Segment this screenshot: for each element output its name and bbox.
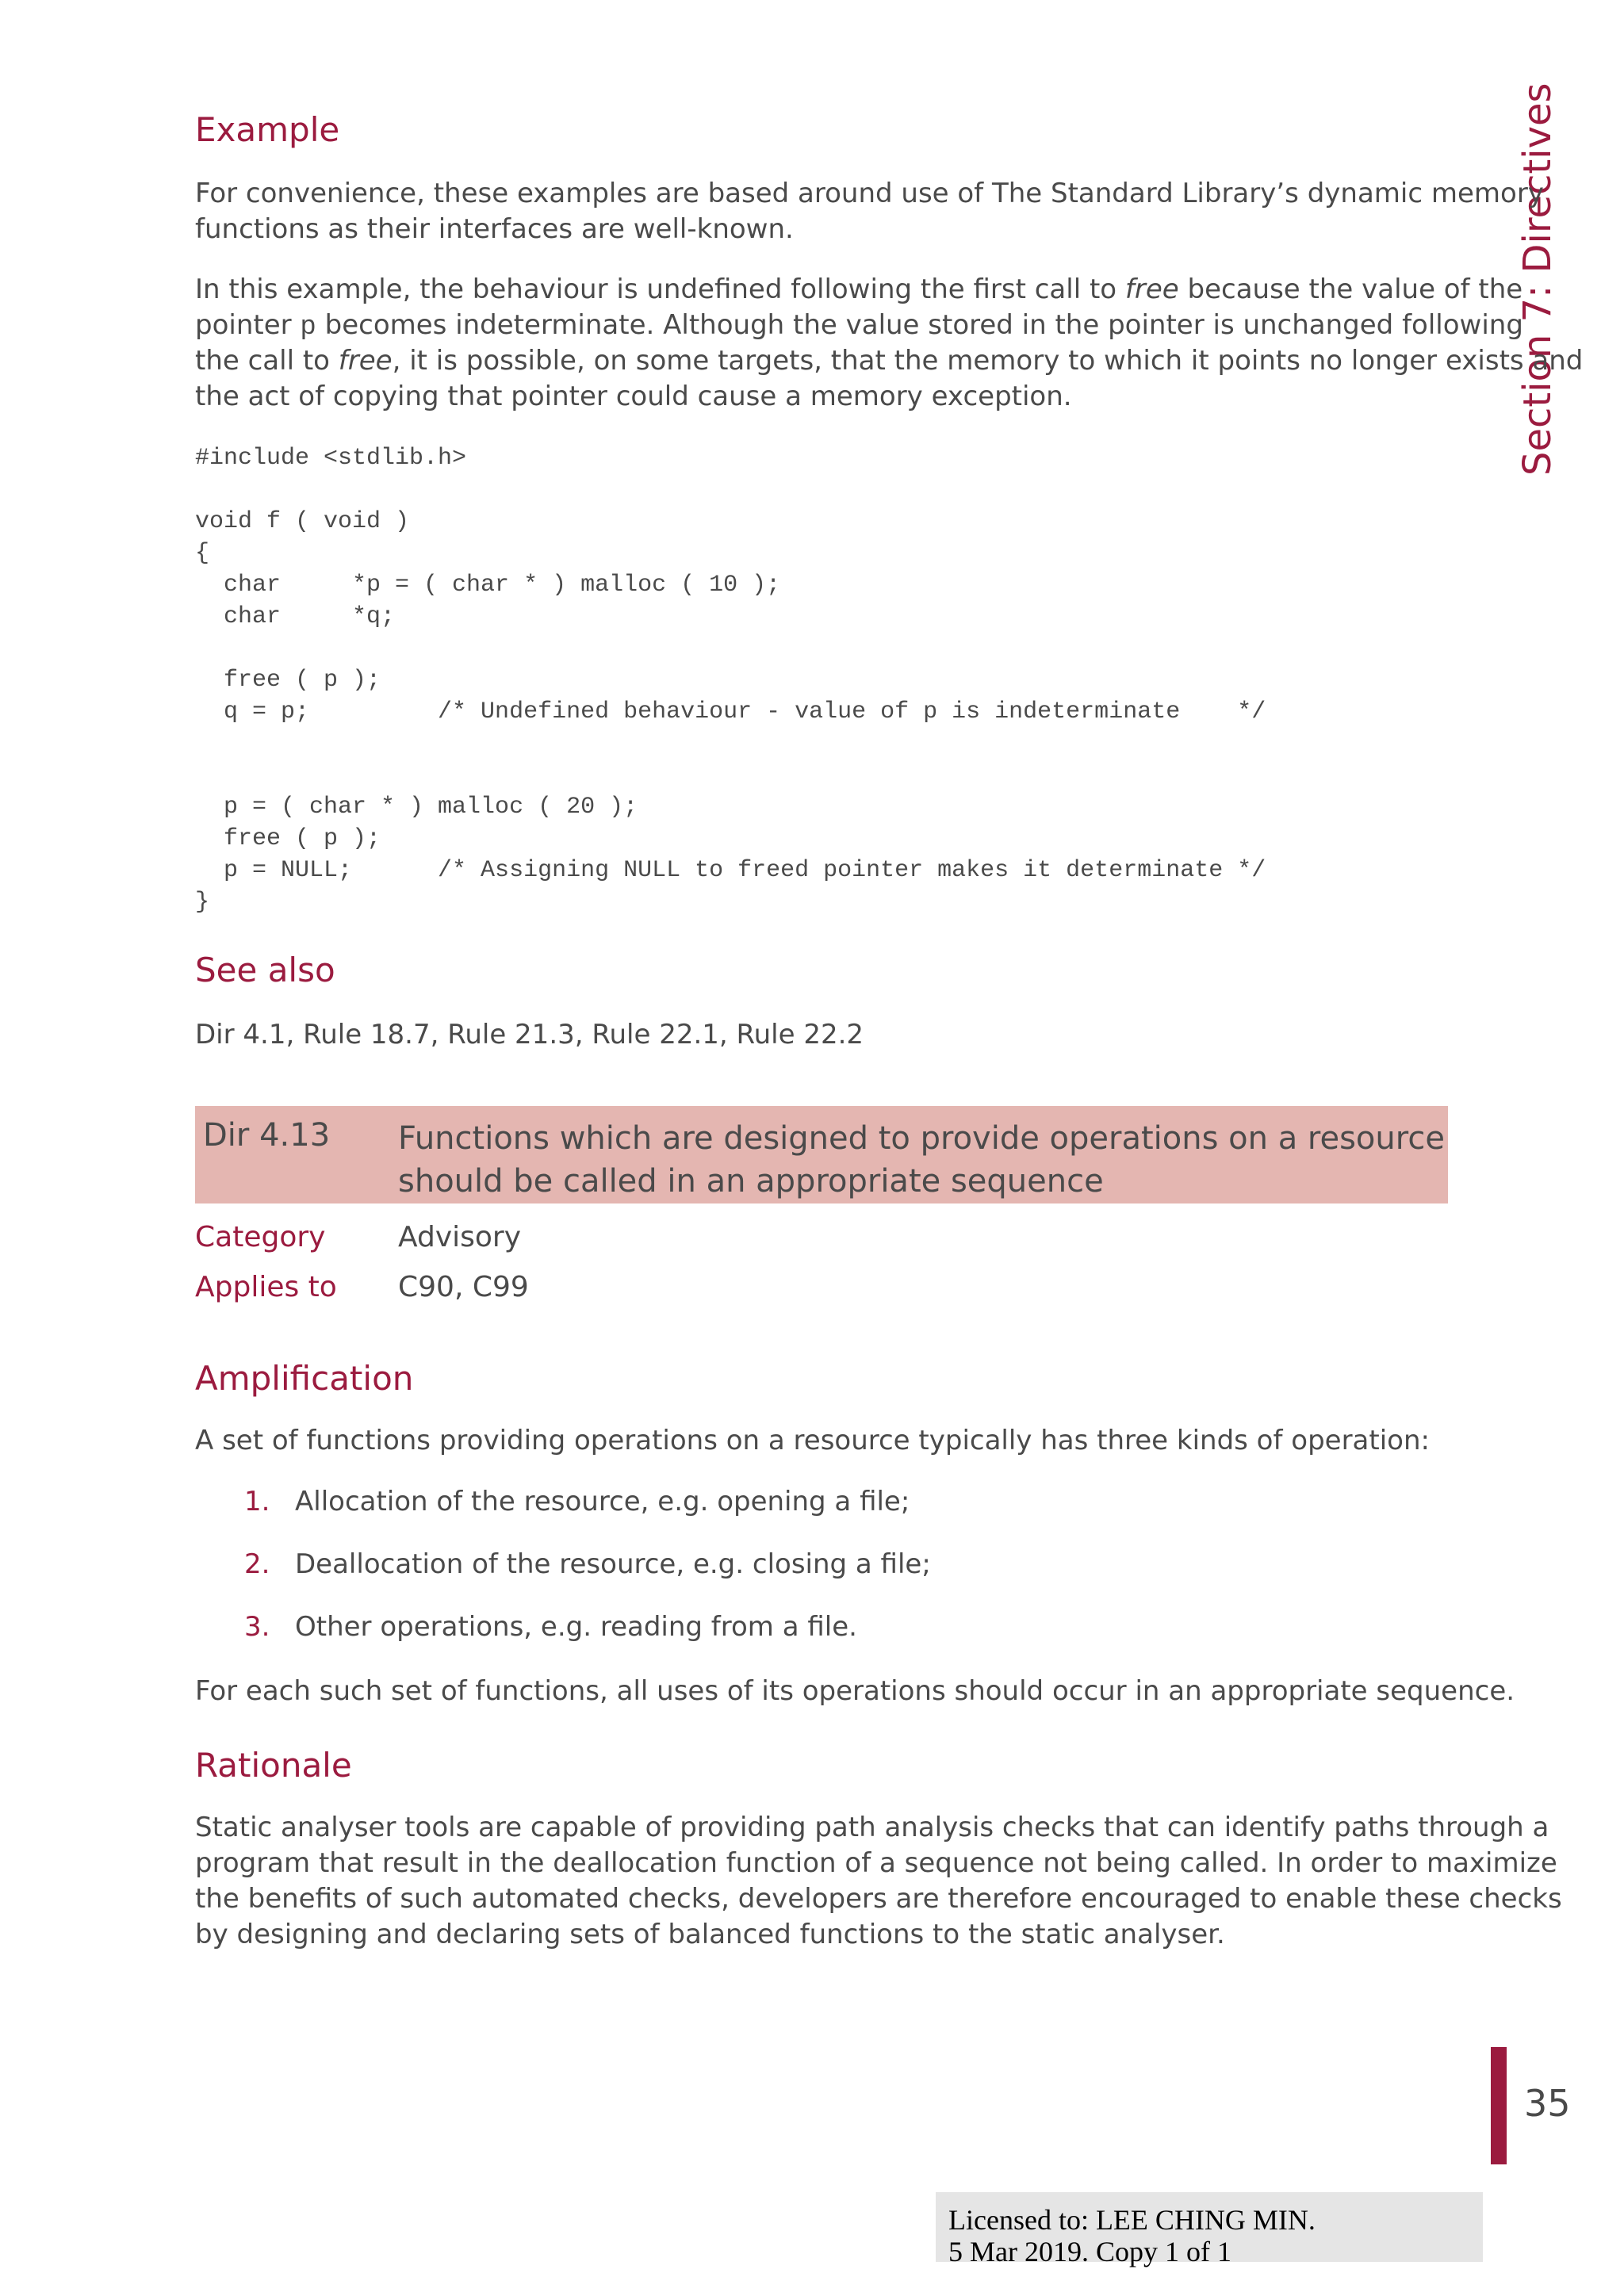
list-item: Other operations, e.g. reading from a file. [295, 1611, 857, 1643]
example-explanation-paragraph [195, 272, 1584, 415]
text-span: In this example, the behaviour is undefined following the first call to [195, 274, 1125, 305]
free-function-emphasis: free [1124, 274, 1179, 305]
applies-to-value: C90, C99 [398, 1271, 529, 1303]
rationale-line-3: the benefits of such automated checks, developers are therefore encouraged to enable these checks [195, 1883, 1562, 1915]
example-intro-line-1: For convenience, these examples are based around use of The Standard Library’s dynamic memory [195, 178, 1544, 209]
text-span: becomes indeterminate. Although the value stored in the pointer is unchanged following [316, 309, 1523, 341]
example-heading: Example [195, 110, 340, 149]
amplification-intro: A set of functions providing operations on a resource typically has three kinds of operation: [195, 1425, 1430, 1456]
category-label: Category [195, 1221, 326, 1253]
page-number-bar [1491, 2047, 1507, 2164]
list-item: Allocation of the resource, e.g. opening a file; [295, 1486, 910, 1517]
free-function-emphasis: free [338, 345, 393, 377]
license-stamp [936, 2192, 1483, 2267]
rationale-line-2: program that result in the deallocation function of a sequence not being called. In order to maximize [195, 1847, 1557, 1879]
amplification-outro: For each such set of functions, all uses of its operations should occur in an appropriate sequence. [195, 1675, 1515, 1707]
category-value: Advisory [398, 1221, 522, 1253]
see-also-heading: See also [195, 951, 335, 989]
example-explanation-line-2 [195, 308, 1523, 343]
list-item-number: 2. [244, 1548, 270, 1580]
rationale-paragraph [195, 1810, 1562, 1953]
license-line-2: 5 Mar 2019. Copy 1 of 1 [948, 2236, 1231, 2267]
example-intro-paragraph [195, 176, 1544, 247]
license-line-1: Licensed to: LEE CHING MIN. [948, 2204, 1316, 2236]
text-span: the call to [195, 345, 339, 377]
pointer-code-token: p [300, 312, 316, 342]
see-also-references: Dir 4.1, Rule 18.7, Rule 21.3, Rule 22.1, Rule 22.2 [195, 1019, 864, 1050]
example-explanation-line-4: the act of copying that pointer could cause a memory exception. [195, 381, 1072, 412]
directive-title-line-1: Functions which are designed to provide operations on a resource [398, 1120, 1445, 1157]
section-title-vertical: Section 7: Directives [1515, 82, 1560, 476]
list-item-number: 1. [244, 1486, 270, 1517]
directive-title-line-2: should be called in an appropriate sequence [398, 1163, 1104, 1200]
rationale-line-4: by designing and declaring sets of balanced functions to the static analyser. [195, 1919, 1225, 1950]
directive-id: Dir 4.13 [203, 1117, 331, 1154]
applies-to-label: Applies to [195, 1271, 337, 1303]
list-item-number: 3. [244, 1611, 270, 1643]
page-number: 35 [1524, 2082, 1571, 2125]
text-span: pointer [195, 309, 301, 341]
text-span: because the value of the [1178, 274, 1523, 305]
example-code-block: #include <stdlib.h> void f ( void ) { char *p = ( char * ) malloc ( 10 ); char *q; free ( p ); q = p; /* Undefined behaviour - value of p is indeterminate */ p = ( char * ) malloc ( 20 ); free ( p ); p = NULL; /* Assigning NULL to freed pointer makes it determinate */ } [195, 445, 1266, 916]
amplification-heading: Amplification [195, 1359, 414, 1398]
example-explanation-line-1 [195, 272, 1523, 308]
list-item: Deallocation of the resource, e.g. closing a file; [295, 1548, 931, 1580]
directive-header-box [195, 1106, 1448, 1203]
rationale-heading: Rationale [195, 1746, 352, 1785]
text-span: , it is possible, on some targets, that the memory to which it points no longer exists and [392, 345, 1584, 377]
example-intro-line-2: functions as their interfaces are well-known. [195, 213, 794, 245]
example-explanation-line-3 [195, 343, 1584, 379]
directive-title [398, 1117, 1445, 1203]
rationale-line-1: Static analyser tools are capable of providing path analysis checks that can identify paths through a [195, 1812, 1549, 1843]
